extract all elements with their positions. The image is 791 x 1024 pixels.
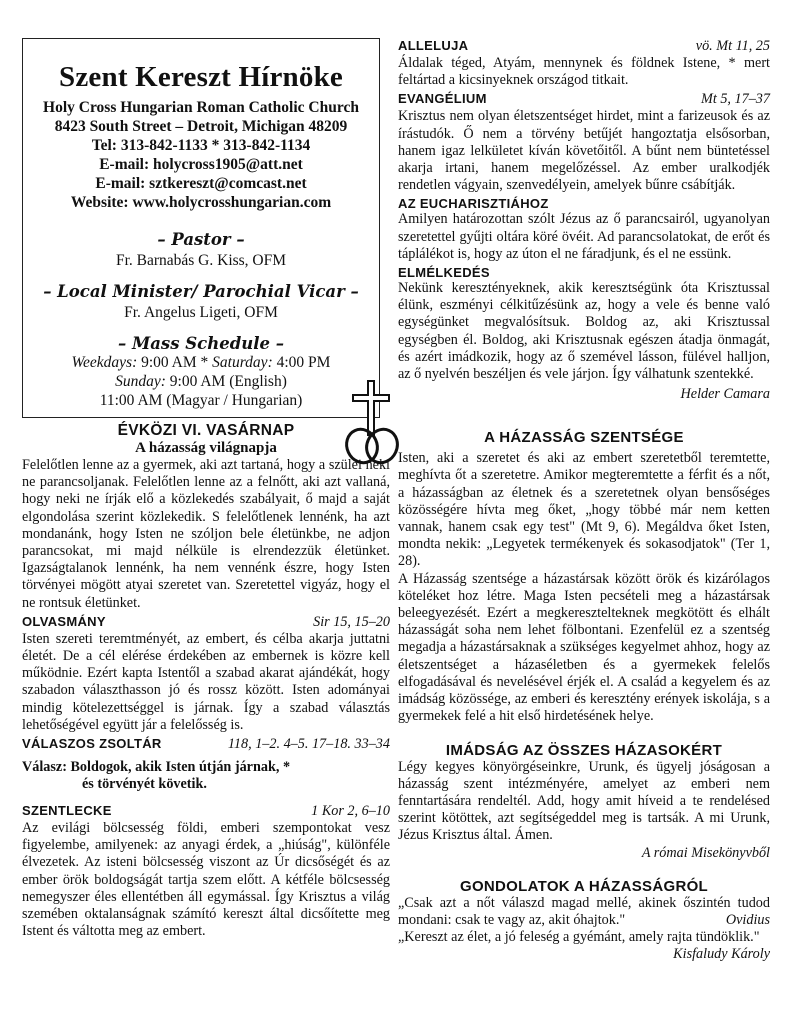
pastor-name: Fr. Barnabás G. Kiss, OFM: [115, 252, 287, 269]
valasz-line-2: és törvényét követik.: [82, 776, 207, 793]
hazassag-paragraph-1: Isten, aki a szeretet és aki az embert szeretetből teremtette, meghívta őt a szeretetre. Amikor megteremtette a férfit és a nőt, a házasságban az életnek és a szeretetnek olyan bensőséges közösségére hívta meg őket, „hogy többé már nem ketten vannak, hanem csak egy test" (Mt 9, 6). Megáldva őket Isten, mondta nekik: „Legyetek termékenyek és sokasodjatok" (Ter 1, 28).: [398, 450, 770, 570]
newsletter-title: Szent Kereszt Hírnöke: [59, 61, 343, 93]
quote-2-text: „Kereszt az élet, a jó feleség a gyémánt, amely rajta tündöklik.": [398, 928, 760, 945]
pastor-label: – Pastor –: [157, 230, 245, 249]
right-column: [398, 38, 770, 963]
weekdays-time: 9:00 AM *: [141, 354, 209, 371]
vicar-label: – Local Minister/ Parochial Vicar –: [43, 282, 359, 301]
evangelium-ref: Mt 5, 17–37: [701, 91, 770, 108]
weekdays-label: Weekdays:: [71, 354, 138, 371]
eucharisztia-text: Amilyen határozottan szólt Jézus az ő parancsairól, ugyanolyan szeretettel gyűjti oltára köré övéit. Ad parancsolatokat, de erőt és táplálékot is, hogy az úton el ne fáradjunk, és el ne essünk.: [398, 211, 770, 262]
sunday-label: Sunday:: [115, 373, 166, 390]
imadsag-title: IMÁDSÁG AZ ÖSSZES HÁZASOKÉRT: [445, 741, 723, 759]
alleluja-header: [398, 38, 770, 55]
elmelkedes-author: Helder Camara: [680, 386, 770, 403]
szentlecke-ref: 1 Kor 2, 6–10: [311, 803, 390, 820]
quote-1-author: Ovidius: [725, 911, 770, 928]
evangelium-label: EVANGÉLIUM: [398, 91, 487, 107]
quote-1: [398, 895, 770, 929]
evangelium-header: [398, 91, 770, 108]
hazassag-paragraph-2: A Házasság szentsége a házastársak között örök és kizárólagos köteléket hoz létre. Maga Isten pecsételi meg a házastársak beleegyezését. Ezért a megkeresztelteknek megkötött és elhált házasságát soha nem lehet fölbontani. Ezenfelül ez a szentség megadja a házastársaknak a szükséges kegyelmet ahhoz, hogy az életszentséget a házaséletben és a gyermekek felelős elfogadásával és nevelésével érjék el. A család a kegyelem és az imádság közössége, az emberi és keresztény erények iskolája, s a gyermekek felé a hit első hirdetésének helye.: [398, 570, 770, 725]
sunday-time: 9:00 AM (English): [169, 373, 287, 390]
evangelium-text: Krisztus nem olyan életszentséget hirdet, mint a farizeusok és az írástudók. Ő nem a törvény betűjét hangoztatja elsősorban, hanem igaz lelkületet kíván követőitől. A bűnt nem büntetéssel akarja irtani, hanem megelőzéssel. Az ember uralkodjék rendetlen vágyain, szenvedélyein, amelyek bűnre csábítják.: [398, 108, 770, 194]
olvasmany-header: [22, 614, 390, 631]
masthead-box: [22, 38, 380, 418]
saturday-label: Saturday:: [212, 354, 273, 371]
sunday-time-2: 11:00 AM (Magyar / Hungarian): [99, 392, 303, 409]
quote-2-author: Kisfaludy Károly: [673, 946, 770, 963]
church-address: 8423 South Street – Detroit, Michigan 48209: [54, 118, 348, 135]
schedule-weekday-line: [23, 353, 379, 372]
elmelkedes-text: Nekünk keresztényeknek, akik keresztségünk óta Krisztussal élünk, eszményi célkitűzésünk az, hogy a vele és benne való egységünket megvalósítsuk. Boldog az, aki Krisztussal egységben él. Boldog, aki Krisztusnak egészen átadja önmagát, és azért imádkozik, hogy az ő szemével lásson, fülével halljon, az ő nyelvén beszéljen és vele járjon. Így válhatunk szentekké.: [398, 280, 770, 383]
left-column: [22, 422, 390, 940]
gondolatok-title: GONDOLATOK A HÁZASSÁGRÓL: [459, 877, 709, 895]
church-email-2: E-mail: sztkereszt@comcast.net: [95, 175, 307, 192]
church-website: Website: www.holycrosshungarian.com: [70, 194, 332, 211]
imadsag-author: A római Misekönyvből: [641, 844, 770, 861]
valasz-line-1: Válasz: Boldogok, akik Isten útján járnak, *: [22, 759, 291, 776]
quote-1-text: „Csak azt a nőt válaszd magad mellé, akinek őszintén tudod mondani: csak te vagy az, akit óhajtok.": [398, 894, 770, 928]
sunday-subtitle: A házasság világnapja: [135, 440, 277, 456]
olvasmany-text: Isten szereti teremtményét, az embert, és célba akarja juttatni életét. De a cél elérése érdekében az embernek is közre kell működnie. Ezért kapta Istentől a szabad akarat ajándékát, hogy szabadon választhasson jó és rossz között. Isten adományai mindig kötelezettséggel is járnak. Így a szabad választás lehetőségével együtt jár a felelősség is.: [22, 630, 390, 733]
zsoltar-label: VÁLASZOS ZSOLTÁR: [22, 736, 162, 752]
zsoltar-ref: 118, 1–2. 4–5. 17–18. 33–34: [227, 736, 390, 753]
alleluja-label: ALLELUJA: [398, 38, 469, 53]
schedule-sunday-line: [23, 372, 379, 391]
alleluja-text: Áldalak téged, Atyám, mennynek és földnek Istene, * mert feltártad a kicsinyeknek országod titkait.: [398, 55, 770, 89]
szentlecke-label: SZENTLECKE: [22, 803, 112, 819]
schedule-label: – Mass Schedule –: [117, 334, 285, 353]
church-name: Holy Cross Hungarian Roman Catholic Church: [43, 99, 359, 116]
elmelkedes-label: ELMÉLKEDÉS: [398, 265, 490, 281]
hazassag-title: A HÁZASSÁG SZENTSÉGE: [484, 429, 684, 447]
imadsag-text: Légy kegyes könyörgéseinkre, Urunk, és ügyelj jóságosan a házasság szent intézményére, amelyet az emberi nem fenntartására rendeltél. Add, hogy amit híveid a te rendelésed szerint kötöttek, azt segítségeddel meg is tartsák. A mi Urunk, Jézus Krisztus által. Ámen.: [398, 758, 770, 844]
church-phone: Tel: 313-842-1133 * 313-842-1134: [91, 137, 311, 154]
church-email-1: E-mail: holycross1905@att.net: [99, 156, 303, 173]
quote-2: [398, 928, 770, 963]
alleluja-ref: vö. Mt 11, 25: [695, 38, 770, 54]
saturday-time: 4:00 PM: [276, 354, 331, 371]
zsoltar-header: [22, 736, 390, 753]
sunday-title: ÉVKÖZI VI. VASÁRNAP: [117, 422, 295, 439]
szentlecke-text: Az evilági bölcsesség földi, emberi szempontokat vesz figyelembe, amilyenek: az anyagi érdek, a „hiúság", különféle élvezetek. Az isteni bölcsesség viszont az Úr dicsőségét és az ember örök boldogságát tartja szem előtt. A kétféle bölcsesség nemegyszer éles ellentétben áll egymással. Így Krisztus a világ szemében oktalanságnak számító kereszt által dicsőítette meg Istent és váltotta meg az embert.: [22, 820, 390, 940]
olvasmany-label: OLVASMÁNY: [22, 613, 106, 629]
eucharisztia-label: AZ EUCHARISZTIÁHOZ: [398, 196, 549, 212]
olvasmany-ref: Sir 15, 15–20: [313, 613, 390, 630]
szentlecke-header: [22, 803, 390, 820]
vicar-name: Fr. Angelus Ligeti, OFM: [124, 304, 278, 321]
intro-paragraph: Felelőtlen lenne az a gyermek, aki azt tartaná, hogy a szülei neki ne parancsoljanak. Felelőtlen lenne az a felnőtt, aki azt vallaná, hogy neki ne írják elő a közlekedés szabályait, ő majd a saját elgondolása szerint közlekedik. S felelőtlenek lennénk, ha azt mondanánk, hogy Isten ne szóljon bele életünkbe, ne adjon parancsokat, mi majd nélküle is elrendezzük életünket. Igazságtalanok lennénk, ha nem vennénk észre, hogy Isten törvényei mögött atyai szeretet van. Szeretettel vigyáz, hogy el ne rontsuk életünket.: [22, 457, 390, 611]
